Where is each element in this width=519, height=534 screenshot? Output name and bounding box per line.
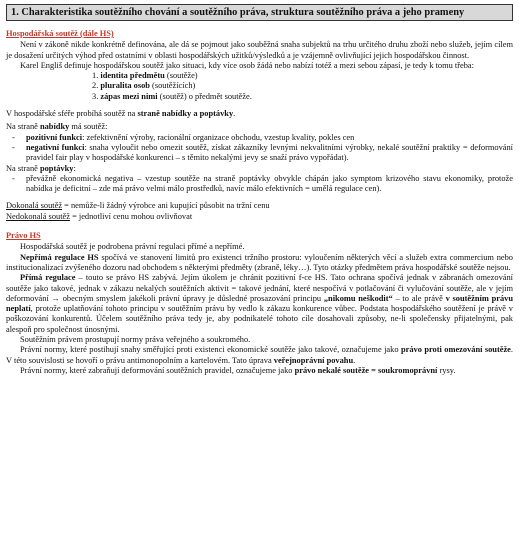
demand-functions-list <box>6 174 513 195</box>
paragraph-direct-regulation: Přímá regulace – touto se právo HS zabývá. Jejím úkolem je chránit pozitivní f-ce HS. Tato ochrana spočívá jednak v zábranách omezování soutěže jako takové, jednak v zákazu nekalých soutěžních aktivit = takové jednání, které nespočívá v potlačování či vylučování soutěže, ale v jejím deformování → obecným smyslem jakékoli právní úpravy je důsledné prosazování principu „nikomu neškodit“ – to ale právě v soutěžním právu neplatí, protože uplatňování tohoto principu v soutěžním právu by vedlo k zákazu konkurence vůbec. Podstata hospodářského soutěžení je právě v poškozování konkurentů. Účelem soutěžního práva tedy je, aby podnikatelé tohoto cíle dosahovali způsoby, ne-li společensky přijatelnými, pak alespoň pro společnost únosnými. <box>6 273 514 334</box>
paragraph-public-private: Soutěžním právem prostupují normy práva veřejného a soukromého. <box>20 335 251 345</box>
perfect-competition-definition: Dokonalá soutěž = nemůže-li žádný výrobce ani kupující působit na tržní cenu <box>6 201 270 211</box>
paragraph-englis: Karel Engliš definuje hospodářskou soutěž jako situaci, kdy více osob žádá nebo nabízí totéž a mezi sebou zápasí, je tedy k tomu třeba: <box>20 60 474 70</box>
paragraph-unfair-competition: Právní normy, které zabraňují deformování soutěžních pravidel, označujeme jako právo nekalé soutěže = soukromoprávní rysy. <box>20 365 456 375</box>
supply-side-label: Na straně nabídky má soutěž: <box>6 122 108 132</box>
paragraph-sphere: V hospodářské sféře probíhá soutěž na straně nabídky a poptávky. <box>6 109 236 119</box>
list-item: 3. zápas mezi nimi (soutěž) o předmět soutěže. <box>92 91 252 101</box>
requirements-list <box>92 71 513 102</box>
section-heading-law: Právo HS <box>6 231 41 241</box>
imperfect-competition-definition: Nedokonalá soutěž = jednotliví cenu mohou ovlivňovat <box>6 211 193 221</box>
demand-side-label: Na straně poptávky: <box>6 163 76 173</box>
list-item: - negativní funkci: snaha vyloučit nebo omezit soutěž, získat zákazníky levnými nekvalitními výrobky, nekalé soutěžní praktiky = deformování pravidel fair play v hospodářské konkurenci – s těmito nekalými jevy se snaží právo vypořádat). <box>12 143 513 164</box>
chapter-heading: 1. Charakteristika soutěžního chování a soutěžního práva, struktura soutěžního práva a jeho prameny <box>6 4 513 21</box>
list-item: 2. pluralita osob (soutěžících) <box>92 81 196 91</box>
paragraph-indirect-regulation: Nepřímá regulace HS spočívá ve stanovení limitů pro existenci tržního prostoru: vyloučením některých věcí a služeb extra commercium nebo institucionalizací zvýšeného dozoru nad obchodem s některými předměty (zbraně, léky…). Tyto otázky předmětem práva hospodářské soutěže nejsou. <box>6 252 513 272</box>
list-item: - pozitivní funkci: zefektivnění výroby, racionální organizace obchodu, vzestup kvality, pokles cen <box>12 133 513 143</box>
paragraph-definition: Není v zákoně nikde konkrétně definována, ale dá se pojmout jako souběžná snaha subjektů na trhu určitého druhu zboží nebo služeb, jejím cílem je dosažení určitých výhod před ostatními v oblasti hospodářských užitků/výsledků a je vzájemně ovlivňující jejich hospodářskou činnost. <box>6 40 513 60</box>
supply-functions-list <box>6 133 513 164</box>
list-item: 1. identita předmětu (soutěže) <box>92 71 198 81</box>
paragraph-antimonopoly: Právní normy, které postihují snahy směřující proti existenci ekonomické soutěže jako takové, označujeme jako právo proti omezování soutěže. V této souvislosti se hovoří o právu antimonopolním a kartelovém. Tato úprava veřejnoprávní povahu. <box>6 345 513 365</box>
section-heading-hs: Hospodářská soutěž (dále HS) <box>6 29 114 38</box>
paragraph-regulation: Hospodářská soutěž je podrobena právní regulaci přímé a nepřímé. <box>20 242 245 252</box>
list-item: - převážně ekonomická negativa – vzestup soutěže na straně poptávky obvykle chápán jako symptom krizového stavu ekonomiky, protože nabídka je deficitní – zde má právo velmi málo prostředků, navíc málo efektivních = umělá regulace cen). <box>12 174 513 195</box>
document-page <box>6 4 513 376</box>
